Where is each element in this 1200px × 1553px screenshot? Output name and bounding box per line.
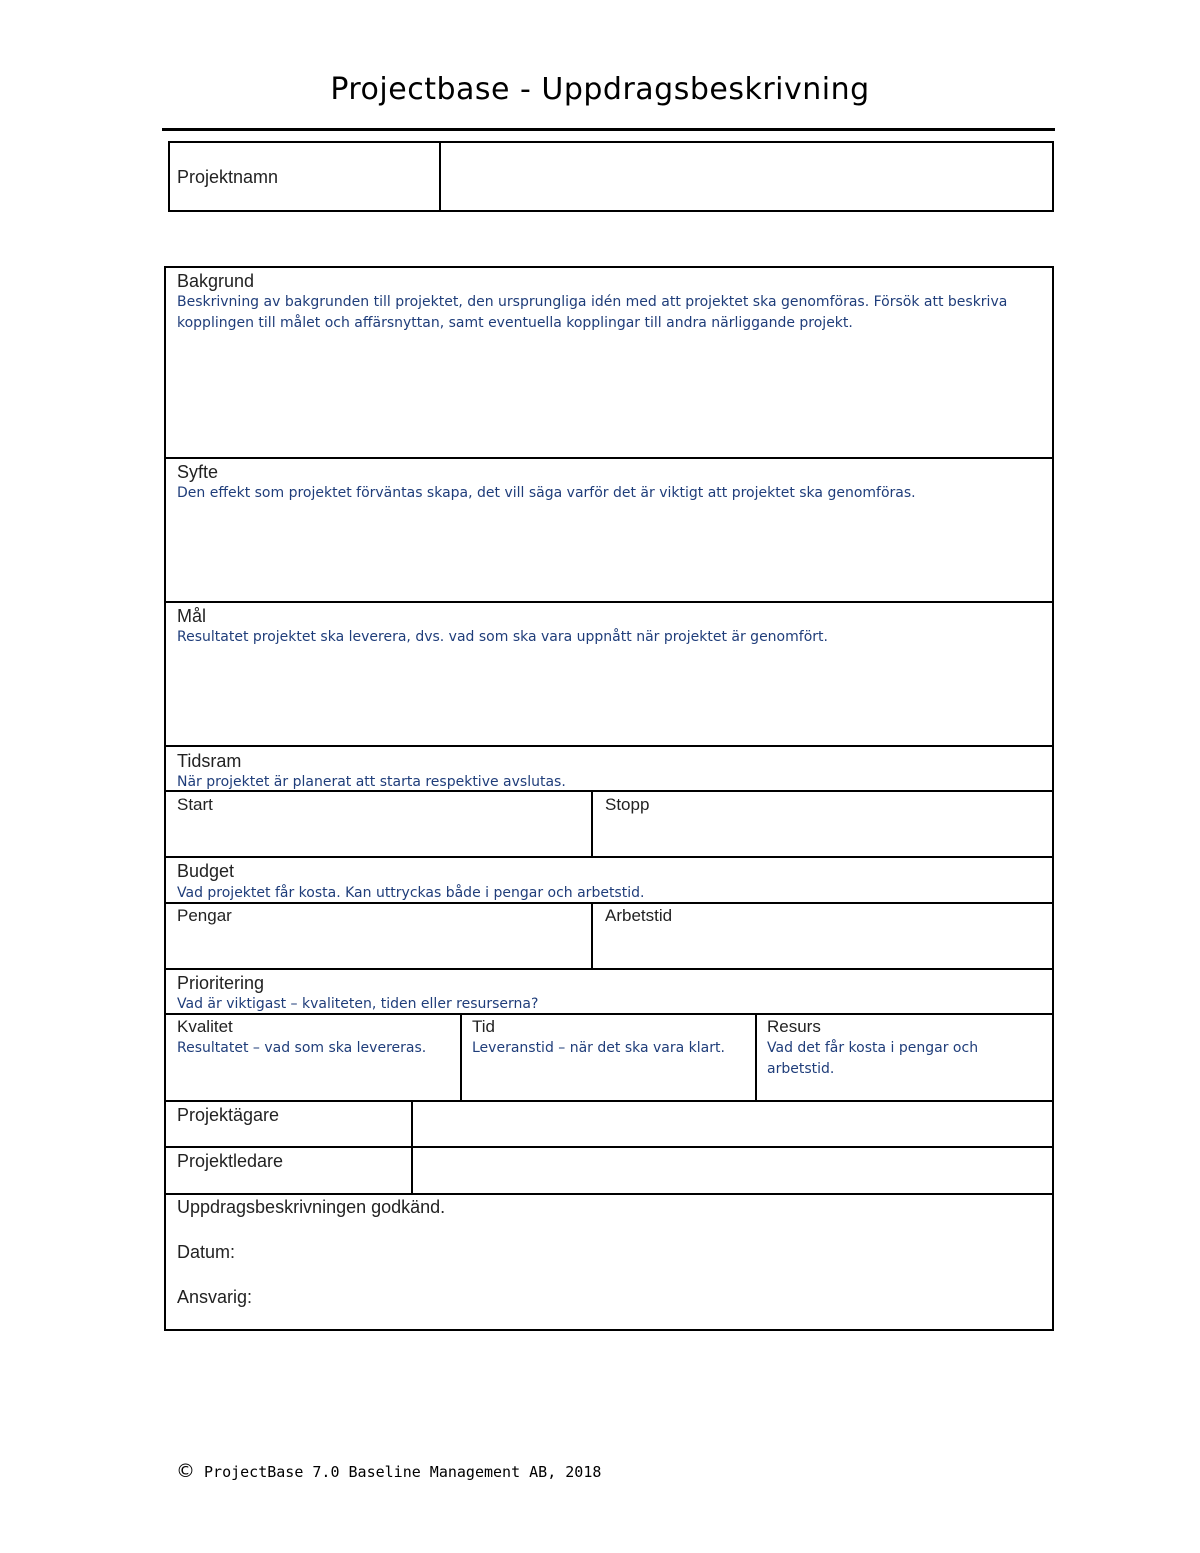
start-label: Start [177, 795, 213, 814]
resurs-desc-line2: arbetstid. [767, 1061, 835, 1077]
godkand-label: Uppdragsbeskrivningen godkänd. [177, 1197, 446, 1217]
bakgrund-desc-line2: kopplingen till målet och affärsnyttan, samt eventuella kopplingar till andra närliggande projekt. [177, 315, 853, 331]
bakgrund-desc-line1: Beskrivning av bakgrunden till projektet, den ursprungliga idén med att projektet ska genomföras. Försök att beskriva [177, 294, 1008, 310]
budget-label: Budget [177, 861, 235, 881]
stopp-field[interactable] [594, 815, 1052, 855]
arbetstid-label: Arbetstid [605, 906, 673, 925]
projektnamn-divider [439, 141, 441, 212]
mal-desc: Resultatet projektet ska leverera, dvs. vad som ska vara uppnått när projektet är genomfört. [177, 629, 828, 645]
arbetstid-field[interactable] [594, 926, 1052, 966]
ansvarig-label: Ansvarig: [177, 1287, 253, 1307]
kvalitet-label: Kvalitet [177, 1017, 233, 1036]
row-divider [164, 1193, 1054, 1195]
col-divider [591, 902, 593, 970]
row-divider [164, 902, 1054, 904]
stopp-label: Stopp [605, 795, 650, 814]
footer-text: ProjectBase 7.0 Baseline Management AB, 2018 [195, 1463, 602, 1481]
syfte-desc: Den effekt som projektet förväntas skapa, det vill säga varför det är viktigt att projektet ska genomföras. [177, 485, 916, 501]
syfte-label: Syfte [177, 462, 219, 482]
col-divider [460, 1013, 462, 1101]
document-title: Projectbase - Uppdragsbeskrivning [330, 72, 870, 107]
col-divider [591, 790, 593, 858]
title-rule [162, 128, 1055, 131]
bakgrund-field[interactable] [166, 336, 1052, 456]
row-divider [164, 601, 1054, 603]
resurs-label: Resurs [767, 1017, 821, 1036]
row-divider [164, 1013, 1054, 1015]
tid-desc: Leveranstid – när det ska vara klart. [472, 1040, 725, 1056]
tidsram-desc: När projektet är planerat att starta respektive avslutas. [177, 774, 566, 790]
tid-label: Tid [472, 1017, 495, 1036]
projektledare-label: Projektledare [177, 1151, 284, 1171]
mal-field[interactable] [166, 650, 1052, 744]
projektnamn-field[interactable] [443, 143, 1052, 210]
ansvarig-field[interactable] [265, 1283, 1050, 1309]
row-divider [164, 790, 1054, 792]
tidsram-label: Tidsram [177, 751, 242, 771]
projektagare-field[interactable] [415, 1102, 1052, 1145]
projektnamn-label: Projektnamn [177, 167, 279, 187]
projektledare-field[interactable] [415, 1148, 1052, 1192]
pengar-label: Pengar [177, 906, 232, 925]
footer [176, 1460, 601, 1482]
kvalitet-desc: Resultatet – vad som ska levereras. [177, 1040, 427, 1056]
row-divider [164, 856, 1054, 858]
start-field[interactable] [166, 815, 590, 855]
datum-label: Datum: [177, 1242, 236, 1262]
col-divider [755, 1013, 757, 1101]
row-divider [164, 968, 1054, 970]
resurs-desc-line1: Vad det får kosta i pengar och [767, 1040, 979, 1056]
row-divider [164, 745, 1054, 747]
prioritering-label: Prioritering [177, 973, 265, 993]
bakgrund-label: Bakgrund [177, 271, 255, 291]
syfte-field[interactable] [166, 506, 1052, 600]
datum-field[interactable] [245, 1238, 1050, 1264]
projektagare-label: Projektägare [177, 1105, 280, 1125]
prioritering-desc: Vad är viktigast – kvaliteten, tiden eller resurserna? [177, 996, 539, 1012]
pengar-field[interactable] [166, 926, 590, 966]
mal-label: Mål [177, 606, 207, 626]
copyright-icon: © [176, 1460, 195, 1482]
row-divider [164, 457, 1054, 459]
budget-desc: Vad projektet får kosta. Kan uttryckas både i pengar och arbetstid. [177, 885, 645, 901]
